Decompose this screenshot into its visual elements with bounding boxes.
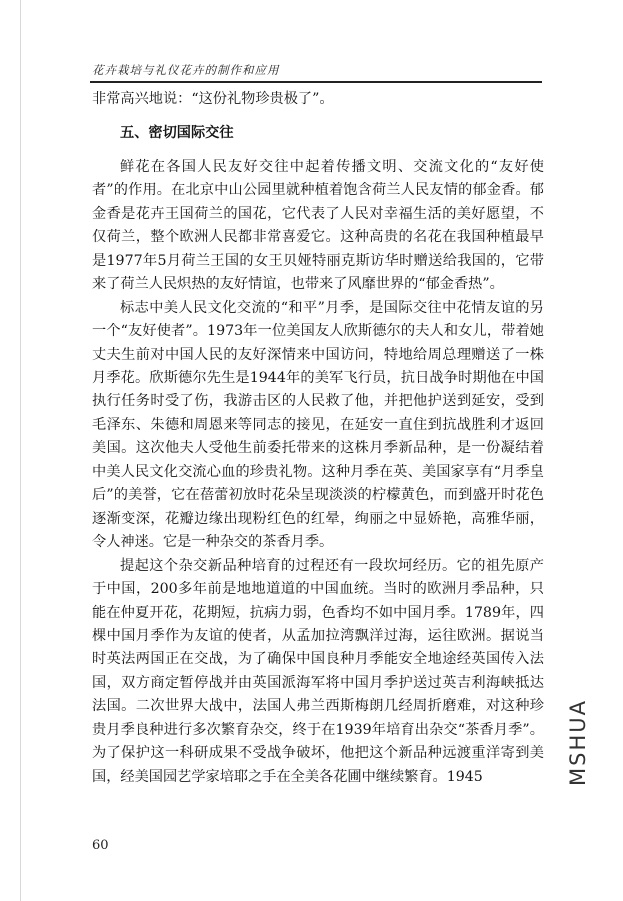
continued-line: 非常高兴地说：“这份礼物珍贵极了”。 [92,91,334,107]
paragraph-peace-rose: 标志中美人民文化交流的“和平”月季，是国际交往中花情友谊的另一个“友好使者”。1973年一位美国友人欣斯德尔的夫人和女儿，带着她丈夫生前对中国人民的友好深情来中国访问，特地给周总理赠送了一株月季花。欣斯德尔先生是1944年的美军飞行员，抗日战争时期他在中国执行任务时受了伤，我游击区的人民救了他，并把他护送到延安，受到毛泽东、朱德和周恩来等同志的接见，在延安一直住到抗战胜利才返回美国。这次他夫人受他生前委托带来的这株月季新品种，是一份凝结着中美人民文化交流心血的珍贵礼物。这种月季在英、美国家享有“月季皇后”的美誉，它在蓓蕾初放时花朵呈现淡淡的柠檬黄色，而到盛开时花色逐渐变深，花瓣边缘出现粉红色的红晕，绚丽之中显娇艳，高雅华丽，令人神迷。它是一种杂交的茶香月季。 [92,299,544,551]
running-header: 花卉栽培与礼仪花卉的制作和应用 [92,63,280,77]
page-edge-shadow [20,0,21,901]
paragraph-rose-history: 提起这个杂交新品种培育的过程还有一段坎坷经历。它的祖先原产于中国，200多年前是地地道道的中国血统。当时的欧洲月季品种，只能在仲夏开花，花期短，抗病力弱，色香均不如中国月季。1789年，四棵中国月季作为友谊的使者，从孟加拉湾飘洋过海，运往欧洲。据说当时英法两国正在交战，为了确保中国良种月季能安全地途经英国传入法国，双方商定暂停战并由英国派海军将中国月季护送过英吉利海峡抵达法国。二次世界大战中，法国人弗兰西斯梅朗几经周折磨难，对这种珍贵月季良种进行多次繁育杂交，终于在1939年培育出杂交“茶香月季”。为了保护这一科研成果不受战争破坏，他把这个新品种远渡重洋寄到美国，经美国园艺学家培耶之手在全美各花圃中继续繁育。1945 [92,557,544,785]
section-heading: 五、密切国际交往 [120,125,234,142]
page-body [92,88,544,789]
header-rule [90,81,542,83]
page-number: 60 [92,838,109,853]
watermark: MSHUA [566,699,590,786]
paragraph-tulip: 鲜花在各国人民友好交往中起着传播文明、交流文化的“友好使者”的作用。在北京中山公园里就种植着饱含荷兰人民友情的郁金香。郁金香是花卉王国荷兰的国花，它代表了人民对幸福生活的美好愿望，不仅荷兰，整个欧洲人民都非常喜爱它。这种高贵的名花在我国种植最早是1977年5月荷兰王国的女王贝娅特丽克斯访华时赠送给我国的，它带来了荷兰人民炽热的友好情谊，也带来了风靡世界的“郁金香热”。 [92,158,544,293]
